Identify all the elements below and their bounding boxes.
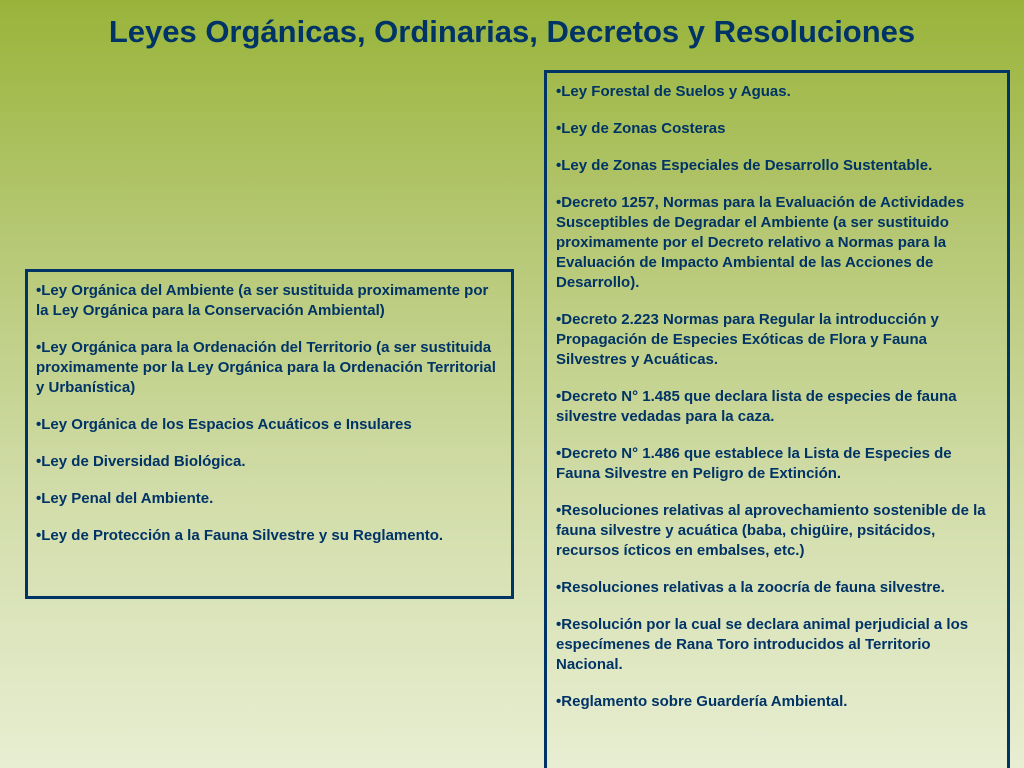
list-item: • Decreto 2.223 Normas para Regular la introducción y Propagación de Especies Exóticas de Flora y Fauna Silvestres y Acuáticas. — [556, 310, 999, 370]
slide-title: Leyes Orgánicas, Ordinarias, Decretos y Resoluciones — [108, 14, 916, 49]
list-item: • Ley de Protección a la Fauna Silvestre y su Reglamento. — [36, 526, 503, 546]
list-item: • Ley de Zonas Costeras — [556, 119, 999, 139]
right-list-box — [544, 70, 1010, 768]
list-item: • Resoluciones relativas al aprovechamiento sostenible de la fauna silvestre y acuática (baba, chigüire, psitácidos, recursos ícticos en embalses, etc.) — [556, 501, 999, 561]
list-item: • Ley Forestal de Suelos y Aguas. — [556, 82, 999, 102]
list-item: • Ley Orgánica del Ambiente (a ser sustituida proximamente por la Ley Orgánica para la Conservación Ambiental) — [36, 281, 503, 321]
list-item: • Ley de Zonas Especiales de Desarrollo Sustentable. — [556, 156, 999, 176]
list-item: • Decreto N° 1.486 que establece la Lista de Especies de Fauna Silvestre en Peligro de Extinción. — [556, 444, 999, 484]
list-item: • Decreto N° 1.485 que declara lista de especies de fauna silvestre vedadas para la caza. — [556, 387, 999, 427]
list-item: • Resolución por la cual se declara animal perjudicial a los especímenes de Rana Toro introducidos al Territorio Nacional. — [556, 615, 999, 675]
left-list-box — [25, 269, 514, 599]
list-item: • Ley de Diversidad Biológica. — [36, 452, 503, 472]
list-item: • Ley Orgánica de los Espacios Acuáticos e Insulares — [36, 415, 503, 435]
list-item: • Resoluciones relativas a la zoocría de fauna silvestre. — [556, 578, 999, 598]
right-list — [556, 82, 999, 712]
left-list — [36, 281, 503, 546]
list-item: • Reglamento sobre Guardería Ambiental. — [556, 692, 999, 712]
list-item: • Ley Orgánica para la Ordenación del Territorio (a ser sustituida proximamente por la Ley Orgánica para la Ordenación Territorial y Urbanística) — [36, 338, 503, 398]
list-item: • Decreto 1257, Normas para la Evaluación de Actividades Susceptibles de Degradar el Ambiente (a ser sustituido proximamente por el Decreto relativo a Normas para la Evaluación de Impacto Ambiental de las Acciones de Desarrollo). — [556, 193, 999, 293]
list-item: • Ley Penal del Ambiente. — [36, 489, 503, 509]
